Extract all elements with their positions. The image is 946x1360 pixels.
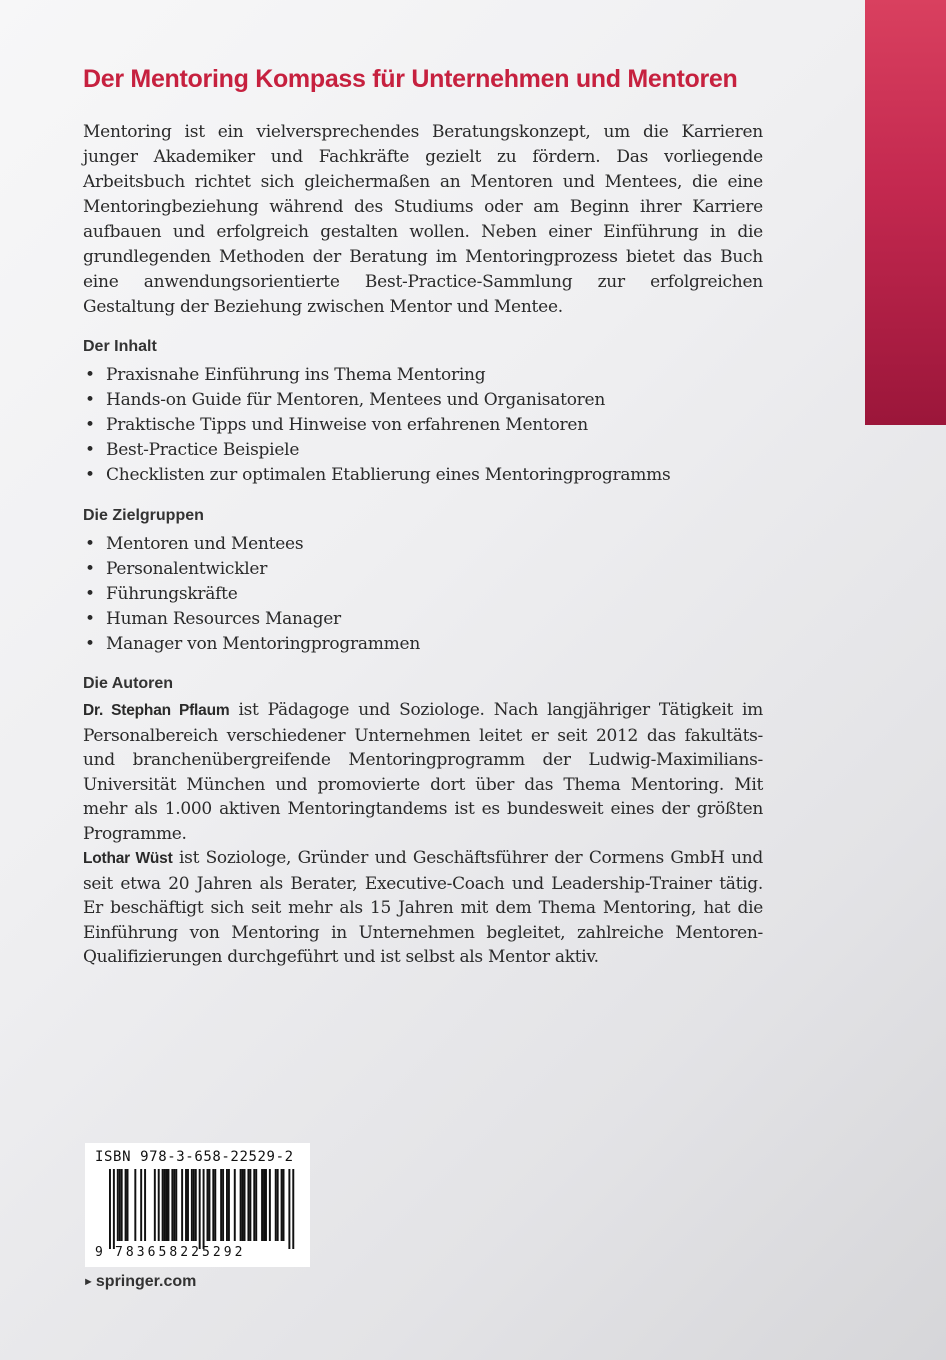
list-item: • Personalentwickler xyxy=(83,557,763,582)
author-bio-wuest: Lothar Wüst ist Soziologe, Gründer und Geschäftsführer der Cormens GmbH und seit etwa 20 Jahren als Berater, Executive-Coach und Leadership-Trainer tätig. Er beschäftigt sich seit mehr als 15 Jahren mit dem Thema Mentoring, hat die Einführung von Mentoring in Unternehmen begleitet, zahlreiche Mentoren-Qualifizierungen durchgeführt und ist selbst als Mentor aktiv. xyxy=(83,848,763,967)
barcode-bar xyxy=(121,1169,123,1241)
barcode-bar xyxy=(277,1169,279,1241)
barcode-bar xyxy=(261,1169,263,1241)
list-item: • Checklisten zur optimalen Etablierung eines Mentoringprogramms xyxy=(83,463,763,488)
barcode-bar xyxy=(253,1169,255,1241)
barcode-bar xyxy=(244,1169,246,1241)
barcode-bar xyxy=(269,1169,271,1241)
list-item: • Praxisnahe Einführung ins Thema Mentoring xyxy=(83,363,763,388)
barcode-bar xyxy=(154,1169,156,1241)
back-cover-content xyxy=(83,62,763,970)
barcode-bar xyxy=(234,1169,236,1241)
barcode-bar xyxy=(168,1169,170,1241)
barcode-bar xyxy=(242,1169,244,1241)
list-item: • Manager von Mentoringprogrammen xyxy=(83,632,763,657)
barcode-bar xyxy=(220,1169,222,1241)
bullet-icon: • xyxy=(85,584,95,604)
barcode-bar xyxy=(249,1169,251,1241)
bullet-icon: • xyxy=(85,440,95,460)
bullet-icon: • xyxy=(85,559,95,579)
barcode-bar xyxy=(187,1169,189,1241)
barcode-bar xyxy=(288,1169,290,1249)
author-name: Lothar Wüst xyxy=(83,850,173,867)
section-heading-autoren: Die Autoren xyxy=(83,675,174,692)
barcode-bar xyxy=(203,1169,205,1249)
barcode-bar xyxy=(158,1169,160,1241)
barcode-bar xyxy=(127,1169,129,1241)
barcode-bar xyxy=(207,1169,209,1241)
barcode-bar xyxy=(164,1169,166,1241)
barcode-bar xyxy=(166,1169,168,1241)
barcode-bar xyxy=(199,1169,201,1249)
section-heading-inhalt: Der Inhalt xyxy=(83,338,157,355)
bullet-icon: • xyxy=(85,415,95,435)
list-item: • Best-Practice Beispiele xyxy=(83,438,763,463)
list-item: • Praktische Tipps und Hinweise von erfahrenen Mentoren xyxy=(83,413,763,438)
barcode-bar xyxy=(185,1169,187,1241)
bullet-icon: • xyxy=(85,390,95,410)
author-name: Dr. Stephan Pflaum xyxy=(83,702,230,719)
barcode-bar xyxy=(222,1169,224,1241)
barcode-bar xyxy=(109,1169,111,1249)
barcode-bar xyxy=(265,1169,267,1241)
bullet-icon: • xyxy=(85,634,95,654)
zielgruppen-list xyxy=(83,532,763,657)
publisher-url: springer.com xyxy=(95,1273,197,1290)
barcode-bar xyxy=(275,1169,277,1241)
barcode-bar xyxy=(125,1169,127,1241)
isbn-label: ISBN 978-3-658-22529-2 xyxy=(95,1149,294,1165)
barcode-bar xyxy=(263,1169,265,1241)
barcode-bar xyxy=(240,1169,242,1241)
list-item: • Hands-on Guide für Mentoren, Mentees und Organisatoren xyxy=(83,388,763,413)
barcode-bar xyxy=(171,1169,173,1241)
barcode-bar xyxy=(292,1169,294,1249)
barcode-bar xyxy=(283,1169,285,1241)
barcode-bar xyxy=(117,1169,119,1241)
barcode-bar xyxy=(214,1169,216,1241)
barcode-bar xyxy=(119,1169,121,1241)
barcode-bar xyxy=(212,1169,214,1241)
barcode-bar xyxy=(226,1169,228,1241)
inhalt-list xyxy=(83,363,763,488)
barcode-bar xyxy=(175,1169,177,1241)
barcode-bar xyxy=(162,1169,164,1241)
isbn-barcode xyxy=(85,1143,310,1267)
list-item: • Human Resources Manager xyxy=(83,607,763,632)
barcode-bar xyxy=(173,1169,175,1241)
list-item: • Mentoren und Mentees xyxy=(83,532,763,557)
barcode-bar xyxy=(191,1169,193,1241)
barcode-bar xyxy=(281,1169,283,1241)
barcode-digits: 783658225292 xyxy=(115,1245,246,1260)
intro-paragraph: Mentoring ist ein vielversprechendes Beratungskonzept, um die Karrieren junger Akademiker und Fachkräfte gezielt zu fördern. Das vorliegende Arbeitsbuch richtet sich gleichermaßen an Mentoren und Mentees, die eine Mentoringbeziehung während des Studiums oder am Beginn ihrer Karriere aufbauen und erfolgreich gestalten wollen. Neben einer Einführung in die grundlegenden Methoden der Beratung im Mentoringprozess bietet das Buch eine anwendungsorientierte Best-Practice-Sammlung zur erfolgreichen Gestaltung der Beziehung zwischen Mentor und Mentee. xyxy=(83,122,763,317)
accent-bar xyxy=(865,0,946,425)
barcode-bar xyxy=(134,1169,136,1241)
barcode-bar xyxy=(255,1169,257,1241)
bullet-icon: • xyxy=(85,465,95,485)
list-item: • Führungskräfte xyxy=(83,582,763,607)
bullet-icon: • xyxy=(85,365,95,385)
barcode-bar xyxy=(208,1169,210,1241)
barcode-bar xyxy=(193,1169,195,1241)
barcode-bar xyxy=(195,1169,197,1241)
barcode-bar xyxy=(144,1169,146,1241)
barcode-bar xyxy=(113,1169,115,1249)
arrow-icon: ► xyxy=(83,1276,94,1288)
barcode-first-digit: 9 xyxy=(95,1245,103,1260)
barcode-bar xyxy=(140,1169,142,1241)
author-bio-pflaum: Dr. Stephan Pflaum ist Pädagoge und Soziologe. Nach langjähriger Tätigkeit im Personalbereich verschiedener Unternehmen leitet er seit 2012 das fakultäts- und branchenübergreifende Mentoringprogramm der Ludwig-Maximilians-Universität München und promovierte dort über das Thema Mentoring. Mit mehr als 1.000 aktiven Mentoringtandems ist es bundesweit eines der größten Programme. xyxy=(83,700,764,844)
barcode-bar xyxy=(181,1169,183,1241)
barcode-bar xyxy=(247,1169,249,1241)
bullet-icon: • xyxy=(85,609,95,629)
book-title: Der Mentoring Kompass für Unternehmen und Mentoren xyxy=(83,65,738,93)
barcode-bar xyxy=(228,1169,230,1241)
publisher-link[interactable] xyxy=(83,1273,196,1291)
section-heading-zielgruppen: Die Zielgruppen xyxy=(83,507,204,524)
bullet-icon: • xyxy=(85,534,95,554)
